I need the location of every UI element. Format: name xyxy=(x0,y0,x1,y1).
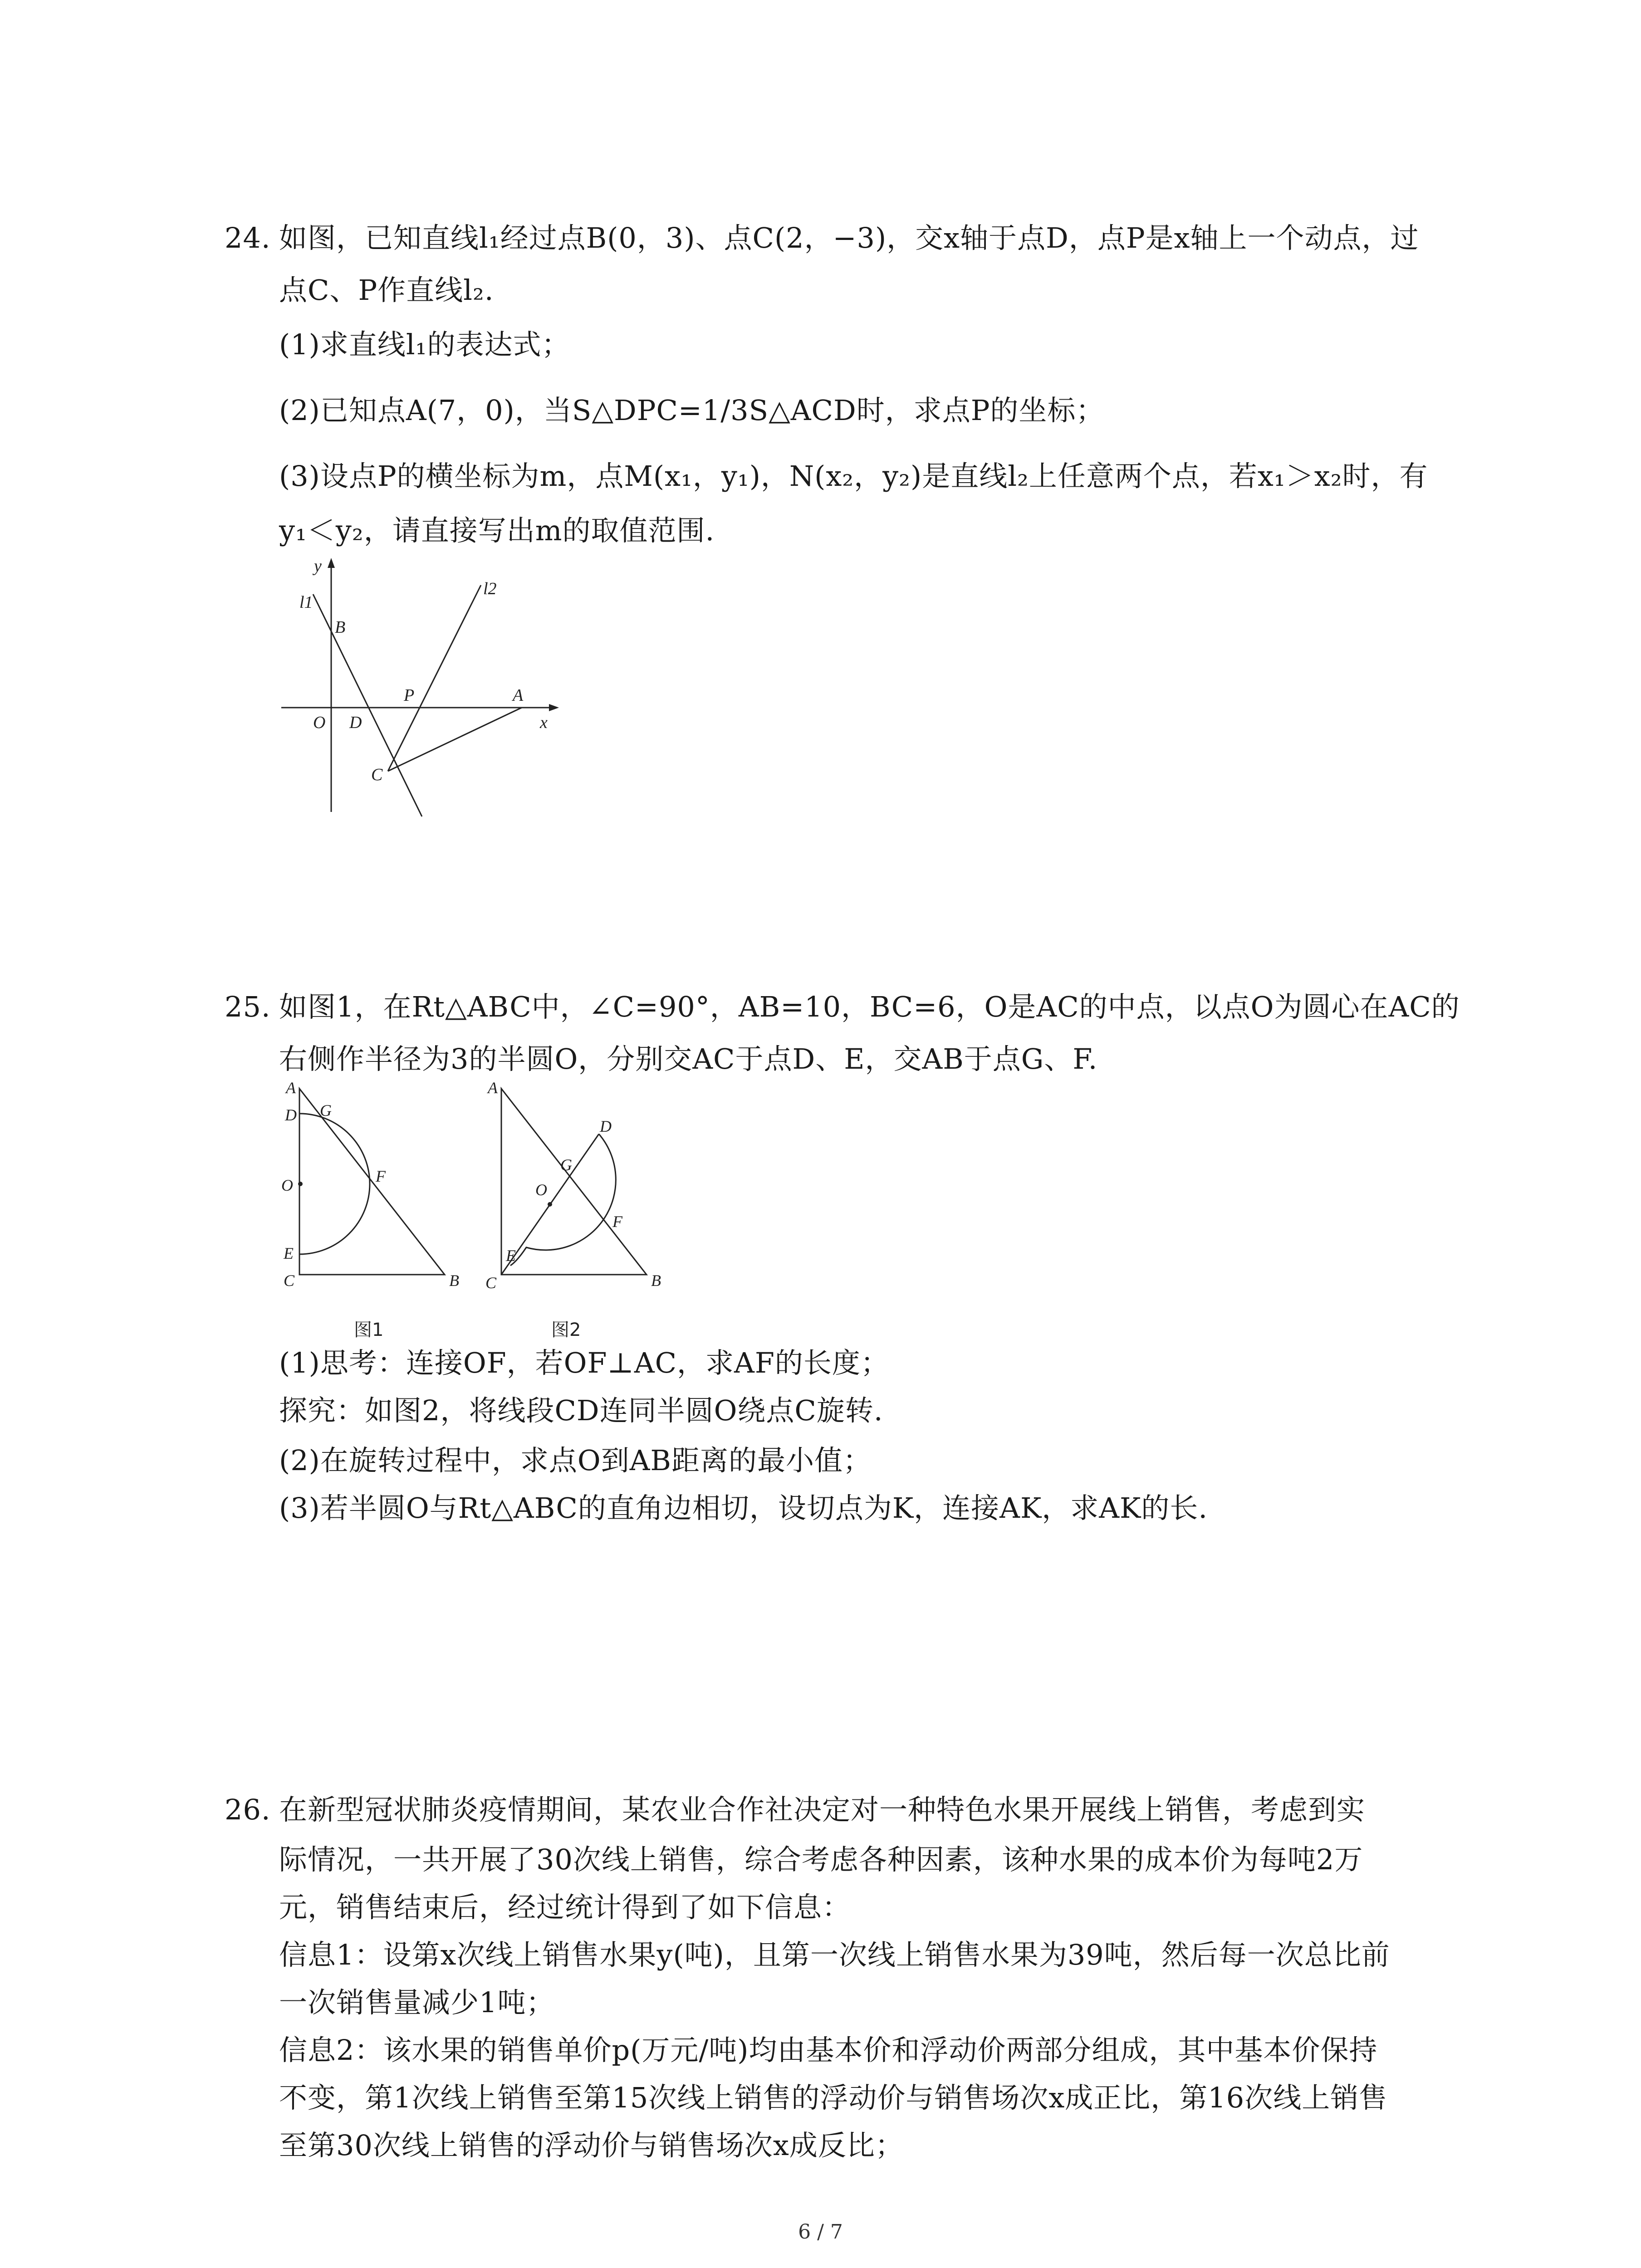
label-p: P xyxy=(404,686,415,705)
q26-number: 26. xyxy=(225,1793,271,1826)
y-axis-arrow xyxy=(328,558,335,568)
q25-part3: (3)若半圆O与Rt△ABC的直角边相切，设切点为K，连接AK，求AK的长. xyxy=(279,1491,1208,1525)
q26-info1-line2: 一次销售量减少1吨； xyxy=(279,1986,555,2019)
label-d: D xyxy=(349,713,362,732)
fig1-label-c: C xyxy=(284,1271,295,1290)
fig1-label-a: A xyxy=(286,1079,296,1097)
q24-number: 24. xyxy=(225,221,271,254)
fig2-label-c: C xyxy=(485,1274,497,1292)
label-l1: l1 xyxy=(299,593,313,612)
fig2-label-a: A xyxy=(488,1079,498,1097)
label-c: C xyxy=(371,765,383,784)
fig2-label-f: F xyxy=(612,1212,622,1231)
x-axis-arrow xyxy=(549,704,559,711)
q24-part3-line2: y₁＜y₂，请直接写出m的取值范围. xyxy=(279,514,715,547)
q25-figure1 xyxy=(277,1075,467,1343)
q25-figure2 xyxy=(476,1075,676,1343)
label-l2: l2 xyxy=(483,579,497,598)
fig2-label-o: O xyxy=(535,1181,547,1199)
line-l2 xyxy=(388,585,481,771)
page-number: 6 / 7 xyxy=(798,2220,843,2244)
q24-line2: 点C、P作直线l₂. xyxy=(279,274,494,307)
fig2-caption: 图2 xyxy=(551,1320,581,1340)
q25-part2: (2)在旋转过程中，求点O到AB距离的最小值； xyxy=(279,1444,872,1477)
q26-line1: 在新型冠状肺炎疫情期间，某农业合作社决定对一种特色水果开展线上销售，考虑到实 xyxy=(279,1793,1366,1826)
triangle-abc-2 xyxy=(501,1089,647,1275)
line-l1 xyxy=(313,594,422,816)
q26-info1-line1: 信息1：设第x次线上销售水果y(吨)，且第一次线上销售水果为39吨，然后每一次总比前 xyxy=(279,1938,1390,1971)
fig2-label-d: D xyxy=(600,1117,612,1135)
q24-line1: 如图，已知直线l₁经过点B(0，3)、点C(2，−3)，交x轴于点D，点P是x轴上一个动点，过 xyxy=(279,221,1419,254)
q25-part1: (1)思考：连接OF，若OF⊥AC，求AF的长度； xyxy=(279,1346,889,1379)
q26-info2-line2: 不变，第1次线上销售至第15次线上销售的浮动价与销售场次x成正比，第16次线上销售 xyxy=(279,2081,1388,2114)
q25-number: 25. xyxy=(225,990,271,1023)
point-o-2 xyxy=(548,1202,552,1207)
q26-info2-line3: 至第30次线上销售的浮动价与销售场次x成反比； xyxy=(279,2129,904,2162)
point-o xyxy=(298,1182,303,1186)
fig2-label-b: B xyxy=(651,1271,661,1290)
label-b: B xyxy=(335,618,346,637)
q24-part3-line1: (3)设点P的横坐标为m，点M(x₁，y₁)，N(x₂，y₂)是直线l₂上任意两个点，若x₁＞x₂时，有 xyxy=(279,459,1428,493)
semicircle-o-rotated xyxy=(510,1134,616,1266)
label-x: x xyxy=(540,713,548,732)
q24-part2: (2)已知点A(7，0)，当S△DPC=1/3S△ACD时，求点P的坐标； xyxy=(279,394,1105,427)
q25-line2: 右侧作半径为3的半圆O，分别交AC于点D、E，交AB于点G、F. xyxy=(279,1042,1098,1075)
fig1-label-o: O xyxy=(281,1176,293,1194)
q24-figure xyxy=(272,558,590,830)
q25-explore: 探究：如图2，将线段CD连同半圆O绕点C旋转. xyxy=(279,1394,883,1427)
label-a: A xyxy=(513,686,524,705)
fig1-label-e: E xyxy=(284,1244,294,1262)
fig2-label-e: E xyxy=(506,1246,516,1265)
q26-info2-line1: 信息2：该水果的销售单价p(万元/吨)均由基本价和浮动价两部分组成，其中基本价保持 xyxy=(279,2033,1378,2067)
fig2-label-g: G xyxy=(560,1156,572,1174)
fig1-label-f: F xyxy=(376,1167,386,1185)
segment-ca xyxy=(388,708,522,771)
q26-line3: 元，销售结束后，经过统计得到了如下信息： xyxy=(279,1891,851,1924)
fig1-caption: 图1 xyxy=(354,1320,384,1340)
q24-part1: (1)求直线l₁的表达式； xyxy=(279,328,570,361)
q26-line2: 际情况，一共开展了30次线上销售，综合考虑各种因素，该种水果的成本价为每吨2万 xyxy=(279,1843,1363,1876)
q25-line1: 如图1，在Rt△ABC中，∠C=90°，AB=10，BC=6，O是AC的中点，以点O为圆心在AC的 xyxy=(279,990,1460,1023)
fig1-label-g: G xyxy=(320,1101,332,1119)
fig1-label-b: B xyxy=(449,1271,459,1290)
fig1-label-d: D xyxy=(285,1106,297,1124)
label-o: O xyxy=(313,713,326,732)
label-y: y xyxy=(314,558,322,576)
